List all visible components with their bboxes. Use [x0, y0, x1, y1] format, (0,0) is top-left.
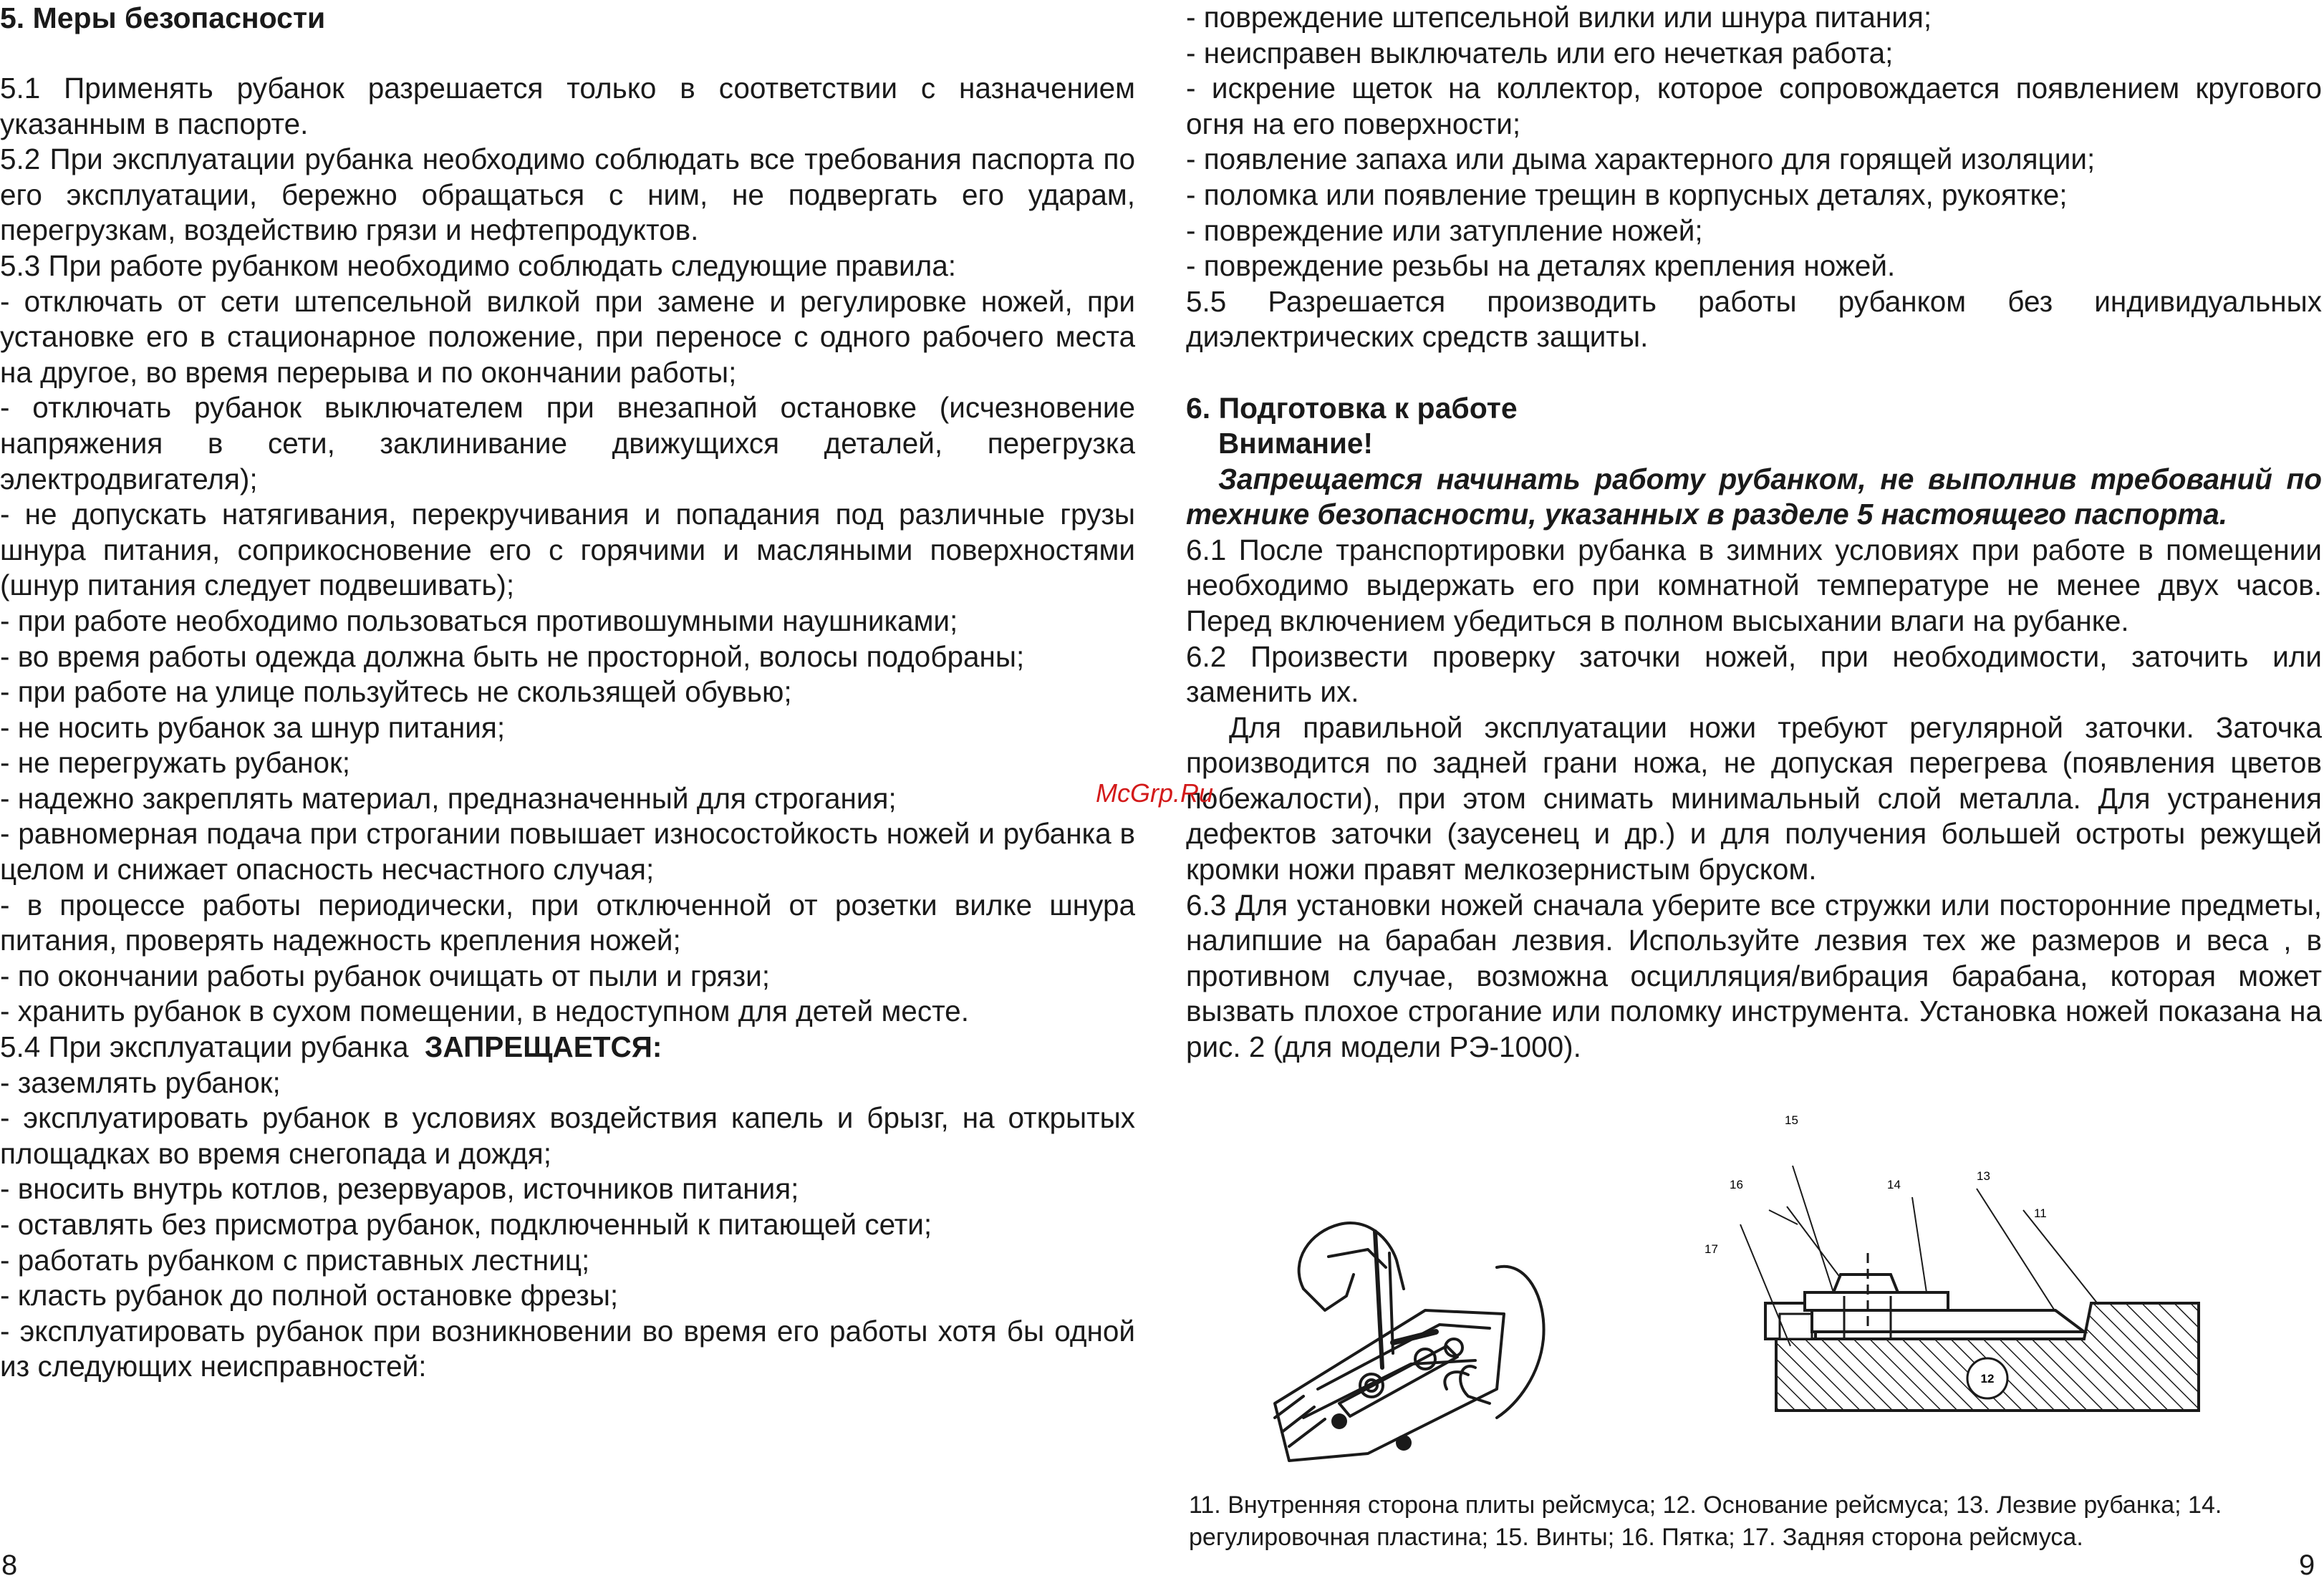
prohibited-item: - класть рубанок до полной остановке фрезы; [0, 1279, 619, 1312]
prohibited-item: - заземлять рубанок; [0, 1065, 281, 1099]
rule-item: - отключать от сети штепсельной вилкой при замене и регулировке ножей, при установке его в стационарное положение, при переносе с одного рабочего места на другое, во время перерыва и по окончании работы; [0, 284, 1135, 389]
paragraph-5-2: 5.2 При эксплуатации рубанка необходимо соблюдать все требования паспорта по его эксплуатации, бережно обращаться с ним, не подвергать его ударам, перегрузкам, воздействию грязи и нефтепродуктов. [0, 142, 1135, 247]
fault-item: - повреждение резьбы на деталях крепления ножей. [1186, 249, 1896, 283]
prohibited-item: - вносить внутрь котлов, резервуаров, источников питания; [0, 1172, 799, 1206]
attention-label: Внимание! [1218, 426, 1373, 460]
section-6-heading: 6. Подготовка к работе [1186, 391, 1518, 425]
prohibited-item: - оставлять без присмотра рубанок, подключенный к питающей сети; [0, 1208, 932, 1241]
prohibited-item: - эксплуатировать рубанок в условиях воздействия капель и брызг, на открытых площадках во время снегопада и дождя; [0, 1101, 1135, 1170]
paragraph-6-1: 6.1 После транспортировки рубанка в зимних условиях при работе в помещении необходимо выдержать его при комнатной температуре не менее двух часов. Перед включением убедиться в полном высыхании влаги на рубанке. [1186, 533, 2322, 637]
paragraph-6-3: 6.3 Для установки ножей сначала уберите все стружки или посторонние предметы, налипшие на барабан лезвия. Используйте лезвия тех же размеров и веса , в противном случае, возможна осцилляция/вибрация барабана, которая может вызвать плохое строгание или поломку инструмента. Установка ножей показана на рис. 2 (для модели РЭ-1000). [1186, 888, 2322, 1064]
rule-item: - не перегружать рубанок; [0, 746, 350, 780]
page-number-right: 9 [2299, 1549, 2315, 1581]
fault-item: - искрение щеток на коллектор, которое сопровождается появлением кругового огня на его поверхности; [1186, 72, 2322, 140]
prohibited-item: - работать рубанком с приставных лестниц; [0, 1243, 590, 1277]
rule-item: - равномерная подача при строгании повышает износостойкость ножей и рубанка в целом и снижает опасность несчастного случая; [0, 817, 1135, 886]
safety-warning: Запрещается начинать работу рубанком, не выполнив требований по технике безопасности, указанных в разделе 5 настоящего паспорта. [1186, 462, 2322, 531]
rule-item: - отключать рубанок выключателем при внезапной остановке (исчезновение напряжения в сети, заклинивание движущихся деталей, перегрузка электродвигателя); [0, 391, 1135, 495]
paragraph-6-2: 6.2 Произвести проверку заточки ножей, при необходимости, заточить или заменить их. [1186, 639, 2322, 709]
rule-item: - не носить рубанок за шнур питания; [0, 710, 506, 744]
label-14: 14 [1887, 1178, 1901, 1191]
page-number-left: 8 [1, 1549, 18, 1581]
rule-item: - не допускать натягивания, перекручивания и попадания под различные грузы шнура питания, соприкосновение его с горячими и масляными поверхностями (шнур питания следует подвешивать); [0, 498, 1135, 602]
paragraph-6-2-sharpening: Для правильной эксплуатации ножи требуют регулярной заточки. Заточка производится по задней грани ножа, не допуская перегрева (появления цветов побежалости), при этом снимать минимальный слой металла. Для устранения дефектов заточки (заусенец и др.) и для получения большей остроты режущей кромки ножи правят мелкозернистым бруском. [1186, 710, 2322, 886]
rule-item: - во время работы одежда должна быть не просторной, волосы подобраны; [0, 639, 1025, 673]
section-5-heading: 5. Меры безопасности [0, 1, 326, 34]
fault-item: - повреждение штепсельной вилки или шнура питания; [1186, 1, 1932, 34]
planer-section-diagram [1697, 1103, 2213, 1432]
fault-item: - неисправен выключатель или его нечеткая работа; [1186, 36, 1894, 69]
rule-item: - в процессе работы периодически, при отключенной от розетки вилке шнура питания, проверять надежность крепления ножей; [0, 888, 1135, 957]
rule-item: - при работе необходимо пользоваться противошумными наушниками; [0, 604, 958, 637]
prohibited-label: ЗАПРЕЩАЕТСЯ: [425, 1030, 662, 1064]
paragraph-5-4 [0, 1030, 1135, 1065]
label-17: 17 [1705, 1242, 1718, 1256]
paragraph-5-3: 5.3 При работе рубанком необходимо соблюдать следующие правила: [0, 248, 957, 282]
watermark: McGrp.Ru [1096, 778, 1214, 808]
fault-item: - появление запаха или дыма характерного для горящей изоляции; [1186, 142, 2096, 176]
label-15: 15 [1785, 1113, 1798, 1127]
paragraph-5-4-text: 5.4 При эксплуатации рубанка [0, 1030, 409, 1064]
rule-item: - хранить рубанок в сухом помещении, в недоступном для детей месте. [0, 995, 969, 1028]
figure-caption: 11. Внутренняя сторона плиты рейсмуса; 12. Основание рейсмуса; 13. Лезвие рубанка; 14. регулировочная пластина; 15. Винты; 16. Пятка; 17. Задняя сторона рейсмуса. [1189, 1491, 2222, 1551]
label-13: 13 [1977, 1169, 1990, 1183]
right-page [1186, 0, 2322, 1065]
rule-item: - по окончании работы рубанок очищать от пыли и грязи; [0, 959, 771, 992]
paragraph-5-1: 5.1 Применять рубанок разрешается только в соответствии с назначением указанным в паспорте. [0, 72, 1135, 140]
rule-item: - при работе на улице пользуйтесь не скользящей обувью; [0, 675, 792, 709]
fault-item: - повреждение или затупление ножей; [1186, 213, 1703, 247]
label-11: 11 [2034, 1206, 2047, 1220]
fault-item: - поломка или появление трещин в корпусных деталях, рукоятке; [1186, 178, 2068, 211]
label-12: 12 [1980, 1372, 1995, 1385]
prohibited-item: - эксплуатировать рубанок при возникновении во время его работы хотя бы одной из следующих неисправностей: [0, 1314, 1135, 1383]
label-16: 16 [1730, 1178, 1743, 1191]
paragraph-5-5: 5.5 Разрешается производить работы рубанком без индивидуальных диэлектрических средств защиты. [1186, 284, 2322, 354]
left-page [0, 0, 1135, 1385]
rule-item: - надежно закреплять материал, предназначенный для строгания; [0, 781, 897, 815]
blade-adjustment-illustration [1260, 1189, 1547, 1475]
